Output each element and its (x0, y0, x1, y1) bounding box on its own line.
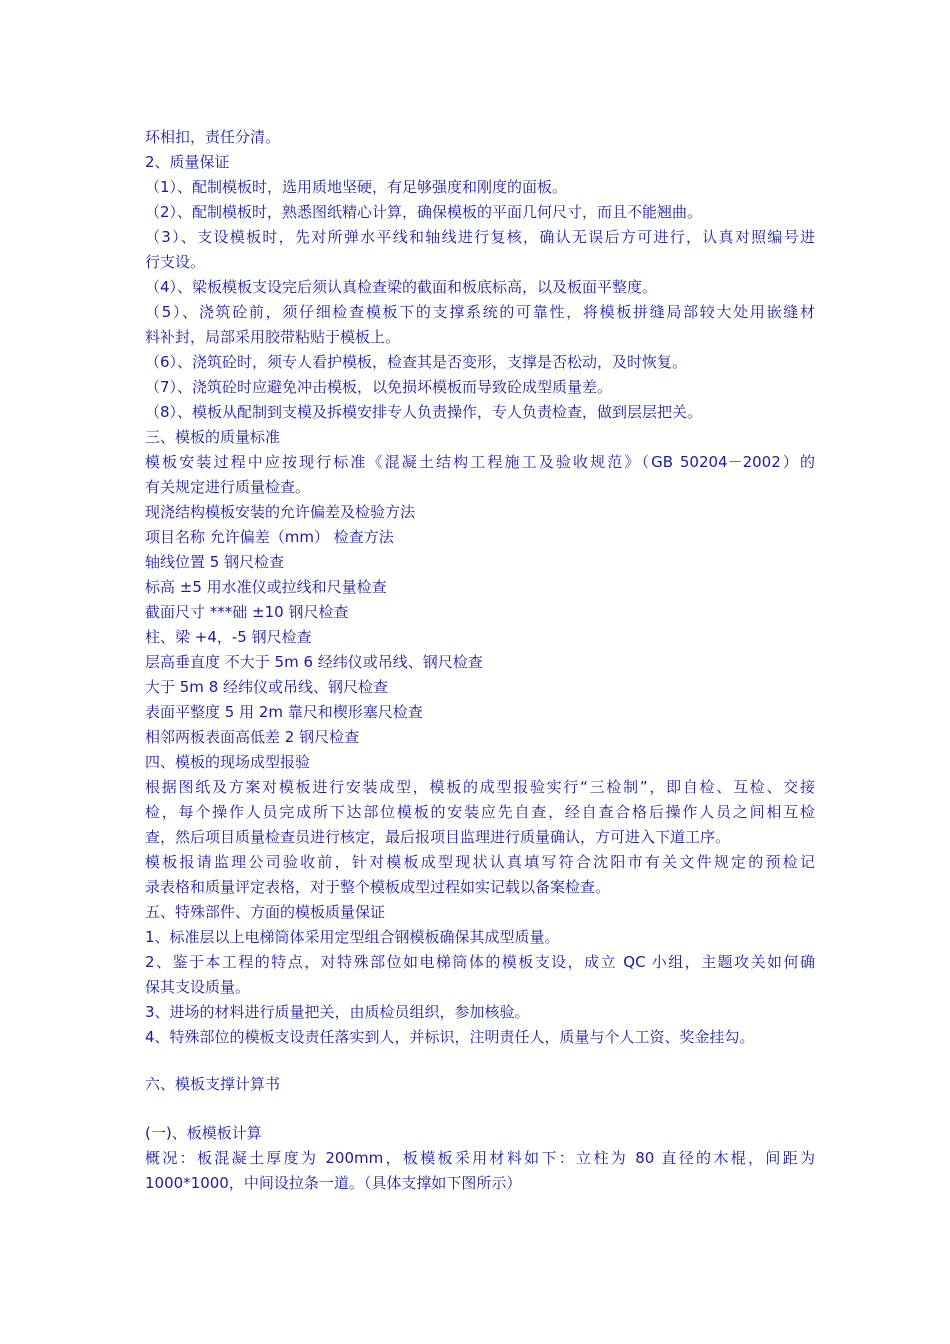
text-line: 根据图纸及方案对模板进行安装成型，模板的成型报验实行“三检制”，即自检、互检、交接 (145, 778, 815, 796)
section-heading: 六、模板支撑计算书 (145, 1075, 281, 1093)
text-line: （5）、浇筑砼前，须仔细检查模板下的支撑系统的可靠性，将模板拼缝局部较大处用嵌缝材 (145, 303, 815, 321)
table-row: 轴线位置 5 钢尺检查 (145, 553, 285, 571)
table-row: 层高垂直度 不大于 5m 6 经纬仪或吊线、钢尺检查 (145, 653, 483, 671)
text-line: 环相扣，责任分清。 (145, 128, 281, 146)
text-line: 模板报请监理公司验收前，针对模板成型现状认真填写符合沈阳市有关文件规定的预检记 (145, 853, 815, 871)
text-line: 料补封，局部采用胶带粘贴于模板上。 (145, 328, 401, 346)
section-heading: 五、特殊部件、方面的模板质量保证 (145, 903, 386, 921)
table-title: 现浇结构模板安装的允许偏差及检验方法 (145, 503, 416, 521)
table-row: 大于 5m 8 经纬仪或吊线、钢尺检查 (145, 678, 389, 696)
table-row: 相邻两板表面高低差 2 钢尺检查 (145, 728, 360, 746)
text-line: 查，然后项目质量检查员进行核定，最后报项目监理进行质量确认，方可进入下道工序。 (145, 828, 731, 846)
text-line: （6）、浇筑砼时，须专人看护模板，检查其是否变形，支撑是否松动，及时恢复。 (145, 353, 688, 371)
text-line: （1）、配制模板时，选用质地坚硬，有足够强度和刚度的面板。 (145, 178, 568, 196)
text-line: 有关规定进行质量检查。 (145, 478, 311, 496)
text-line: （8）、模板从配制到支模及拆模安排专人负责操作，专人负责检查，做到层层把关。 (145, 403, 703, 421)
text-line: 2、鉴于本工程的特点，对特殊部位如电梯筒体的模板支设，成立 QC 小组，主题攻关如何确 (145, 953, 815, 971)
text-line: 概况：板混凝土厚度为 200mm，板模板采用材料如下：立柱为 80 直径的木棍，间距为 (145, 1149, 815, 1167)
table-header: 项目名称 允许偏差（mm） 检查方法 (145, 528, 394, 546)
text-line: 录表格和质量评定表格，对于整个模板成型过程如实记载以备案检查。 (145, 878, 611, 896)
table-row: 截面尺寸 ***础 ±10 钢尺检查 (145, 603, 349, 621)
text-line: 1、标准层以上电梯筒体采用定型组合钢模板确保其成型质量。 (145, 928, 560, 946)
text-line: 模板安装过程中应按现行标准《混凝土结构工程施工及验收规范》（GB 50204－2002）的 (145, 453, 815, 471)
text-line: 检，每个操作人员完成所下达部位模板的安装应先自查，经自查合格后操作人员之间相互检 (145, 803, 815, 821)
text-line: （2）、配制模板时，熟悉图纸精心计算，确保模板的平面几何尺寸，而且不能翘曲。 (145, 203, 703, 221)
text-line: （4）、梁板模板支设完后须认真检查梁的截面和板底标高，以及板面平整度。 (145, 278, 658, 296)
text-line: （3）、支设模板时，先对所弹水平线和轴线进行复核，确认无误后方可进行，认真对照编号进 (145, 228, 815, 246)
section-heading: 三、模板的质量标准 (145, 428, 281, 446)
text-line: 行支设。 (145, 253, 206, 271)
subsection-heading: (一)、板模板计算 (145, 1124, 262, 1142)
text-line: 1000*1000，中间设拉条一道。（具体支撑如下图所示） (145, 1174, 522, 1192)
table-row: 标高 ±5 用水准仪或拉线和尺量检查 (145, 578, 387, 596)
text-line: 3、进场的材料进行质量把关，由质检员组织，参加核验。 (145, 1003, 530, 1021)
text-line: 保其支设质量。 (145, 978, 251, 996)
section-heading: 2、质量保证 (145, 153, 230, 171)
table-row: 柱、梁 +4，-5 钢尺检查 (145, 628, 312, 646)
text-line: （7）、浇筑砼时应避免冲击模板，以免损坏模板而导致砼成型质量差。 (145, 378, 613, 396)
section-heading: 四、模板的现场成型报验 (145, 753, 311, 771)
table-row: 表面平整度 5 用 2m 靠尺和楔形塞尺检查 (145, 703, 423, 721)
text-line: 4、特殊部位的模板支设责任落实到人，并标识，注明责任人，质量与个人工资、奖金挂勾。 (145, 1028, 755, 1046)
